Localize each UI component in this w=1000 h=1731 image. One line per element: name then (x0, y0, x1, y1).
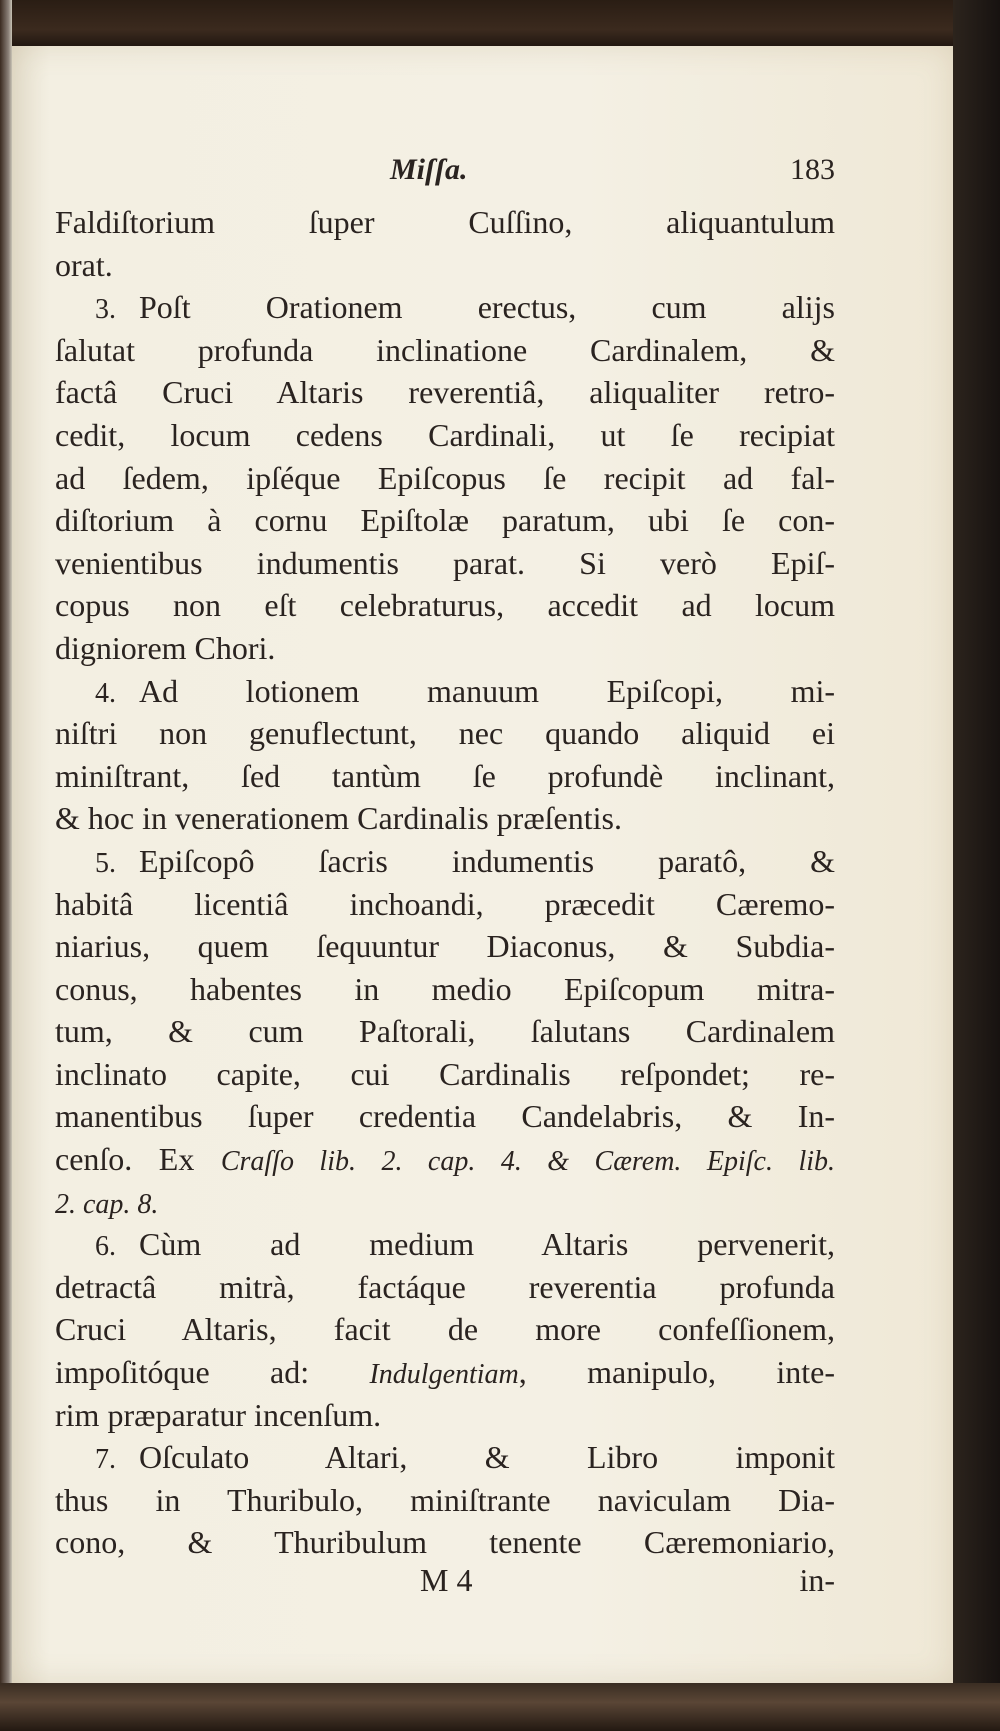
line-text: cono, & Thuribulum tenente Cæremoniario, (55, 1524, 835, 1561)
text-line (55, 1521, 835, 1564)
line-text: Cruci Altaris, facit de more confeſſionem, (55, 1311, 835, 1348)
line-text: cenſo. Ex (55, 1141, 195, 1178)
line-text: inclinato capite, cui Cardinalis reſpondet; re- (55, 1055, 835, 1092)
text-line (55, 1266, 835, 1309)
line-text: miniſtrant, ſed tantùm ſe profundè inclinant, (55, 757, 835, 794)
line-text: ad ſedem, ipſéque Epiſcopus ſe recipit ad fal- (55, 459, 835, 496)
page-number: 183 (790, 153, 835, 186)
line-text: & hoc in venerationem Cardinalis præſentis. (55, 800, 622, 837)
text-line (55, 499, 835, 542)
line-text: Cùm ad medium Altaris pervenerit, (139, 1226, 835, 1263)
text-line (55, 840, 835, 883)
text-line (55, 1394, 835, 1437)
text-line (55, 1223, 835, 1266)
italic-citation: 2. cap. 8. (55, 1188, 159, 1220)
book-page (12, 46, 953, 1683)
text-line (55, 1308, 835, 1351)
line-text: diſtorium à cornu Epiſtolæ paratum, ubi ſe con- (55, 502, 835, 539)
line-text: , manipulo, inte- (518, 1354, 836, 1391)
signature-mark: M 4 (420, 1562, 473, 1598)
text-line (55, 286, 835, 329)
line-text: Epiſcopô ſacris indumentis paratô, & (139, 842, 835, 879)
text-line (55, 584, 835, 627)
page-header (55, 151, 835, 193)
line-text: cedit, locum cedens Cardinali, ut ſe recipiat (55, 416, 835, 453)
line-text: copus non eſt celebraturus, accedit ad locum (55, 587, 835, 624)
italic-citation: Craſſo lib. 2. cap. 4. & Cærem. Epiſc. lib. (220, 1146, 836, 1178)
running-head: Miſſa. (390, 153, 468, 186)
text-line (55, 755, 835, 798)
line-text: Faldiſtorium ſuper Cuſſino, aliquantulum (55, 204, 835, 240)
text-line (55, 1138, 835, 1181)
line-text: orat. (55, 246, 113, 283)
paragraph-number: 4. (95, 677, 116, 709)
text-line (55, 329, 835, 372)
paragraph-number: 6. (95, 1231, 116, 1263)
text-line (55, 627, 835, 670)
line-text: factâ Cruci Altaris reverentiâ, aliqualiter retro- (55, 374, 835, 411)
body-text (55, 201, 835, 1564)
text-line (55, 797, 835, 840)
book-bottom-edge (0, 1683, 1000, 1731)
paragraph-number: 7. (95, 1444, 116, 1476)
text-line (55, 1095, 835, 1138)
line-text: detractâ mitrà, factáque reverentia profunda (55, 1268, 835, 1305)
line-text: Ad lotionem manuum Epiſcopi, mi- (139, 672, 835, 709)
text-line (55, 542, 835, 585)
line-text: Poſt Orationem erectus, cum alijs (139, 289, 835, 326)
line-text: manentibus ſuper credentia Candelabris, & In- (55, 1098, 835, 1135)
line-text: impoſitóque ad: (55, 1354, 310, 1391)
text-line (55, 1436, 835, 1479)
text-line (55, 1053, 835, 1096)
line-text: ſalutat profunda inclinatione Cardinalem, & (55, 331, 835, 368)
text-line (55, 925, 835, 968)
text-line (55, 1181, 835, 1224)
text-line (55, 371, 835, 414)
line-text: rim præparatur incenſum. (55, 1396, 382, 1433)
text-line (55, 201, 835, 244)
paragraph-number: 3. (95, 294, 116, 326)
text-line (55, 457, 835, 500)
line-text: venientibus indumentis parat. Si verò Epiſ- (55, 544, 835, 581)
text-line (55, 1351, 835, 1394)
paragraph-number: 5. (95, 847, 116, 879)
text-line (55, 1479, 835, 1522)
book-top-edge (0, 0, 1000, 50)
line-text: Oſculato Altari, & Libro imponit (139, 1439, 835, 1476)
italic-citation: Indulgentiam (369, 1359, 519, 1391)
text-line (55, 712, 835, 755)
line-text: conus, habentes in medio Epiſcopum mitra- (55, 970, 835, 1007)
text-line (55, 1010, 835, 1053)
book-gutter (0, 0, 12, 1731)
text-line (55, 670, 835, 713)
text-line (55, 414, 835, 457)
line-text: habitâ licentiâ inchoandi, præcedit Cæremo- (55, 885, 835, 922)
text-line (55, 883, 835, 926)
scan-background-right (953, 0, 1000, 1731)
catchword: in- (799, 1562, 835, 1598)
text-line (55, 968, 835, 1011)
line-text: niarius, quem ſequuntur Diaconus, & Subdia- (55, 928, 835, 965)
text-line (55, 244, 835, 287)
line-text: niſtri non genuflectunt, nec quando aliquid ei (55, 715, 835, 752)
line-text: digniorem Chori. (55, 629, 276, 666)
page-footer (55, 1562, 835, 1604)
line-text: tum, & cum Paſtorali, ſalutans Cardinalem (55, 1013, 835, 1050)
line-text: thus in Thuribulo, miniſtrante naviculam Dia- (55, 1481, 835, 1518)
